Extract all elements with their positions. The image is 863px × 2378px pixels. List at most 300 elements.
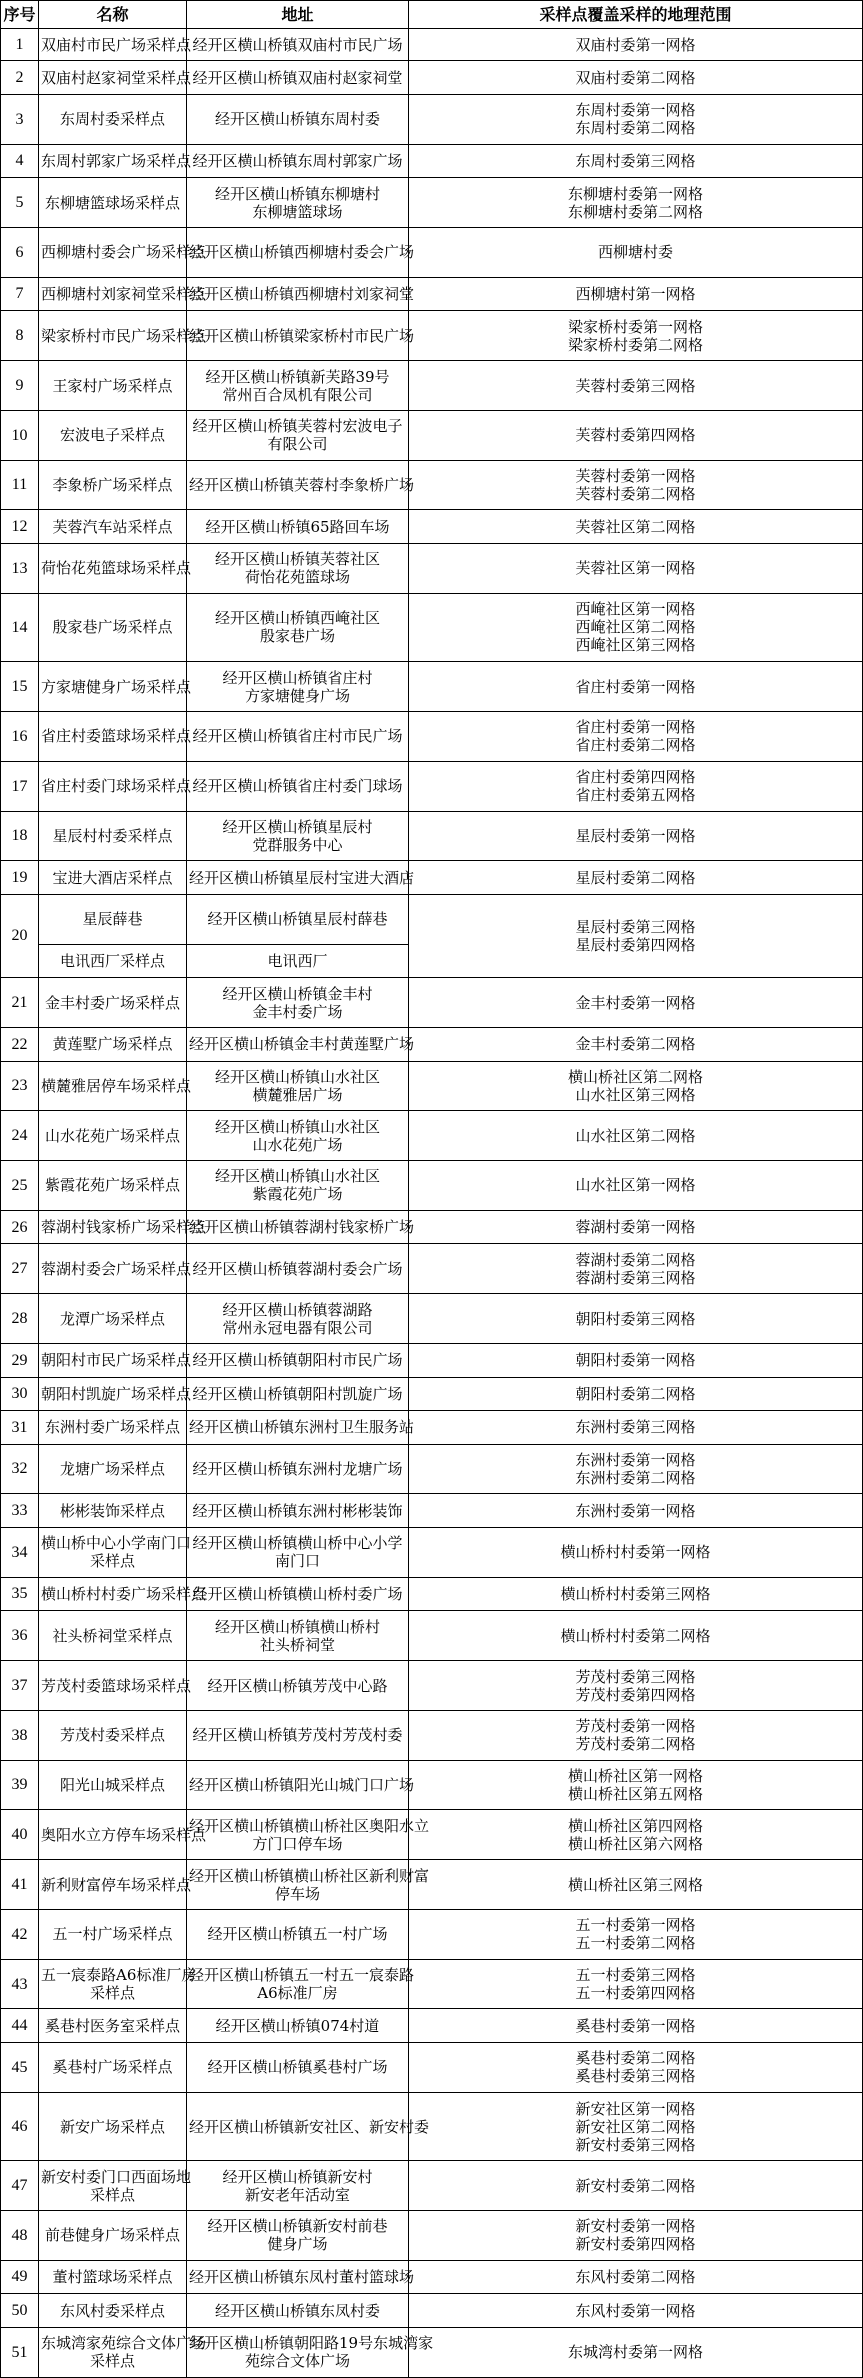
table-row: [1, 2211, 863, 2261]
cell-range-line: 横山桥社区第三网格: [567, 1875, 703, 1894]
cell-range-line: 横山桥社区第六网格: [567, 1834, 703, 1853]
cell-range-line: 东柳塘村委第二网格: [567, 202, 703, 221]
cell-name-line: 电讯西厂采样点: [59, 951, 165, 970]
cell-address-line: 方家塘健身广场: [244, 686, 350, 705]
cell-name-line: 采样点: [89, 2352, 135, 2371]
cell-name-line: 奚巷村医务室采样点: [44, 2016, 180, 2035]
cell-seq: 27: [1, 1244, 39, 1294]
cell-address: [187, 510, 409, 544]
cell-name: [39, 2092, 187, 2160]
cell-range-line: 东城湾村委第一网格: [567, 2343, 703, 2362]
cell-seq: 35: [1, 1577, 39, 1611]
cell-address-line: 经开区横山桥镇山水社区: [214, 1117, 380, 1136]
table-row: [1, 861, 863, 895]
cell-name: [39, 761, 192, 811]
cell-address-line: 经开区横山桥镇星辰村薛巷: [207, 910, 388, 929]
cell-range-line: 朝阳村委第三网格: [575, 1309, 696, 1328]
cell-range: [409, 1577, 863, 1611]
cell-address-line: 经开区横山桥镇蓉湖村委会广场: [192, 1259, 403, 1278]
cell-address: [187, 662, 409, 712]
cell-name-line: 双庙村赵家祠堂采样点: [41, 68, 192, 87]
cell-name: [39, 662, 192, 712]
cell-range-line: 东周村委第三网格: [575, 151, 696, 170]
cell-address-line: 经开区横山桥镇横山桥社区新利财富: [189, 1866, 430, 1885]
header-name: 名称: [39, 1, 187, 29]
table-row: [1, 144, 863, 178]
cell-address-line: 经开区横山桥镇芳茂中心路: [207, 1676, 388, 1695]
cell-range-line: 横山桥村村委第一网格: [560, 1543, 711, 1562]
cell-seq: 44: [1, 2009, 39, 2043]
cell-address: [187, 861, 415, 895]
cell-address-line: 荷怡花苑篮球场: [244, 568, 350, 587]
cell-range-line: 东风村委第二网格: [575, 2268, 696, 2287]
table-row: [1, 1909, 863, 1959]
table-row: [1, 510, 863, 544]
cell-range-line: 山水社区第二网格: [575, 1126, 696, 1145]
cell-range: [409, 1528, 863, 1578]
cell-name: [39, 1810, 207, 1860]
table-row: [1, 1528, 863, 1578]
table-row: [1, 811, 863, 861]
cell-seq: 20: [1, 894, 39, 977]
cell-range-line: 奚巷村委第三网格: [575, 2067, 696, 2086]
cell-name-line: 朝阳村市民广场采样点: [41, 1351, 192, 1370]
table-row: [1, 761, 863, 811]
cell-range-line: 新安村委第一网格: [575, 2217, 696, 2236]
cell-range-line: 五一村委第一网格: [575, 1916, 696, 1935]
cell-name: [39, 1027, 187, 1061]
cell-range-line: 东周村委第一网格: [575, 101, 696, 120]
cell-name-line: 横麓雅居停车场采样点: [41, 1076, 192, 1095]
cell-name-line: 横山桥中心小学南门口: [41, 1534, 192, 1553]
cell-address-line: 经开区横山桥镇阳光山城门口广场: [189, 1776, 415, 1795]
cell-range-line: 横山桥社区第一网格: [567, 1767, 703, 1786]
cell-range: [409, 277, 863, 311]
cell-name-line: 省庄村委篮球场采样点: [41, 727, 192, 746]
cell-seq: 46: [1, 2092, 39, 2160]
cell-name-line: 西柳塘村刘家祠堂采样点: [41, 285, 207, 304]
cell-address-line: 经开区横山桥镇芙蓉村宏波电子: [192, 417, 403, 436]
cell-name: [39, 178, 187, 228]
table-row: [1, 2327, 863, 2377]
cell-address-line: 山水花苑广场: [252, 1135, 343, 1154]
cell-seq: 5: [1, 178, 39, 228]
cell-range-line: 东洲村委第三网格: [575, 1418, 696, 1437]
cell-range-line: 新安村委第三网格: [575, 2135, 696, 2154]
cell-address: [187, 811, 409, 861]
cell-range: [409, 2211, 863, 2261]
cell-address-line: 经开区横山桥镇山水社区: [214, 1067, 380, 1086]
cell-name: [39, 1661, 192, 1711]
cell-name-line: 东城湾家苑综合文体广场: [41, 2334, 207, 2353]
cell-address: [187, 1860, 430, 1910]
table-row: [1, 1494, 863, 1528]
cell-address: [187, 1294, 409, 1344]
cell-range-line: 芳茂村委第二网格: [575, 1735, 696, 1754]
cell-seq: 26: [1, 1210, 39, 1244]
cell-range-line: 东风村委第一网格: [575, 2301, 696, 2320]
cell-range: [409, 2327, 863, 2377]
cell-name: [39, 2260, 187, 2294]
cell-name: [39, 1909, 187, 1959]
cell-range: [409, 144, 863, 178]
cell-name-line: 东周村郭家广场采样点: [41, 151, 192, 170]
cell-range: [409, 2161, 863, 2211]
cell-range-line: 星辰村委第四网格: [575, 936, 696, 955]
cell-seq: 1: [1, 29, 39, 61]
table-row: [1, 1111, 863, 1161]
table-row: [1, 94, 863, 144]
cell-name-line: 梁家桥村市民广场采样点: [41, 326, 207, 345]
cell-range-line: 新安村委第二网格: [575, 2176, 696, 2195]
cell-name: [39, 460, 187, 510]
cell-name-line: 蓉湖村委会广场采样点: [41, 1259, 192, 1278]
cell-range-line: 芙蓉村委第一网格: [575, 467, 696, 486]
cell-address: [187, 2092, 430, 2160]
cell-range: [409, 761, 863, 811]
cell-address-line: 经开区横山桥镇东凤村委: [214, 2301, 380, 2320]
cell-range: [409, 1760, 863, 1810]
cell-seq: 48: [1, 2211, 39, 2261]
cell-address: [187, 1909, 409, 1959]
table-row: [1, 1860, 863, 1910]
cell-address: [187, 593, 409, 661]
cell-address: [187, 1061, 409, 1111]
cell-address: [187, 1577, 409, 1611]
table-row: [1, 1411, 863, 1445]
cell-name: [39, 1494, 187, 1528]
cell-name: [39, 894, 187, 944]
cell-address-line: 紫霞花苑广场: [252, 1185, 343, 1204]
cell-address: [187, 1959, 415, 2009]
cell-range: [409, 1111, 863, 1161]
cell-address-line: 经开区横山桥镇梁家桥村市民广场: [189, 326, 415, 345]
cell-address-line: 经开区横山桥镇东凤村董村篮球场: [189, 2268, 415, 2287]
cell-name-line: 东周村委采样点: [59, 110, 165, 129]
cell-address-line: 横麓雅居广场: [252, 1085, 343, 1104]
cell-seq: 51: [1, 2327, 39, 2377]
cell-seq: 12: [1, 510, 39, 544]
cell-name-line: 东柳塘篮球场采样点: [44, 193, 180, 212]
table-row: [1, 593, 863, 661]
cell-range-line: 西崦社区第三网格: [575, 636, 696, 655]
cell-address: [187, 144, 409, 178]
cell-address-line: 东柳塘篮球场: [252, 202, 343, 221]
table-row: [1, 894, 863, 944]
cell-range-line: 东洲村委第二网格: [575, 1469, 696, 1488]
cell-name: [39, 811, 187, 861]
cell-range-line: 双庙村委第一网格: [575, 35, 696, 54]
cell-name-line: 五一宸泰路A6标准厂房: [41, 1966, 197, 1985]
cell-range-line: 省庄村委第二网格: [575, 736, 696, 755]
cell-name-line: 李象桥广场采样点: [52, 476, 173, 495]
cell-range: [409, 1661, 863, 1711]
cell-address-line: 经开区横山桥镇新芙路39号: [205, 367, 390, 386]
cell-name: [39, 978, 187, 1028]
cell-address: [187, 944, 409, 978]
cell-seq: 36: [1, 1611, 39, 1661]
cell-address: [187, 2327, 434, 2377]
cell-address: [187, 2009, 409, 2043]
cell-range: [409, 1294, 863, 1344]
cell-seq: 41: [1, 1860, 39, 1910]
cell-range-line: 芳茂村委第一网格: [575, 1717, 696, 1736]
cell-name: [39, 1444, 187, 1494]
cell-range-line: 横山桥社区第四网格: [567, 1816, 703, 1835]
cell-range: [409, 2260, 863, 2294]
cell-range: [409, 1710, 863, 1760]
cell-address-line: 经开区横山桥镇五一村广场: [207, 1925, 388, 1944]
cell-name-line: 奚巷村广场采样点: [52, 2058, 173, 2077]
cell-address: [187, 1661, 409, 1711]
cell-seq: 40: [1, 1810, 39, 1860]
cell-seq: 18: [1, 811, 39, 861]
table-row: [1, 711, 863, 761]
table-row: [1, 1294, 863, 1344]
cell-address-line: 经开区横山桥镇东洲村龙塘广场: [192, 1460, 403, 1479]
cell-name: [39, 1528, 192, 1578]
cell-name-line: 芳茂村委采样点: [59, 1726, 165, 1745]
cell-address: [187, 61, 409, 95]
cell-range: [409, 460, 863, 510]
cell-name: [39, 228, 207, 278]
cell-range-line: 朝阳村委第一网格: [575, 1351, 696, 1370]
cell-range: [409, 1959, 863, 2009]
cell-name-line: 前巷健身广场采样点: [44, 2226, 180, 2245]
cell-range: [409, 1244, 863, 1294]
cell-name: [39, 410, 187, 460]
cell-seq: 23: [1, 1061, 39, 1111]
cell-name: [39, 1161, 187, 1211]
cell-range: [409, 29, 863, 61]
cell-address: [187, 2161, 409, 2211]
cell-range: [409, 1611, 863, 1661]
table-row: [1, 2294, 863, 2328]
cell-range: [409, 361, 863, 411]
cell-range-line: 省庄村委第五网格: [575, 786, 696, 805]
cell-range-line: 芳茂村委第四网格: [575, 1685, 696, 1704]
cell-name-line: 省庄村委门球场采样点: [41, 777, 192, 796]
cell-name: [39, 277, 207, 311]
cell-name-line: 山水花苑广场采样点: [44, 1126, 180, 1145]
cell-address-line: 经开区横山桥镇五一村五一宸泰路: [189, 1966, 415, 1985]
cell-range-line: 省庄村委第一网格: [575, 677, 696, 696]
cell-address-line: 经开区横山桥镇东周村委: [214, 110, 380, 129]
cell-address-line: 经开区横山桥镇金丰村黄莲墅广场: [189, 1035, 415, 1054]
cell-address-line: 经开区横山桥镇东周村郭家广场: [192, 151, 403, 170]
cell-range-line: 东柳塘村委第一网格: [567, 184, 703, 203]
cell-range-line: 横山桥社区第二网格: [567, 1067, 703, 1086]
cell-name: [39, 861, 187, 895]
cell-name-line: 星辰薛巷: [82, 910, 143, 929]
cell-name: [39, 1343, 192, 1377]
cell-range-line: 五一村委第四网格: [575, 1984, 696, 2003]
header-seq: 序号: [1, 1, 39, 29]
cell-range-line: 蓉湖村委第一网格: [575, 1218, 696, 1237]
cell-name: [39, 1111, 187, 1161]
cell-seq: 21: [1, 978, 39, 1028]
cell-range-line: 双庙村委第二网格: [575, 68, 696, 87]
cell-address: [187, 2294, 409, 2328]
cell-address-line: 经开区横山桥镇西崦社区: [214, 609, 380, 628]
table-row: [1, 1377, 863, 1411]
cell-range: [409, 1810, 863, 1860]
cell-name: [39, 1244, 192, 1294]
cell-range-line: 芙蓉村委第四网格: [575, 426, 696, 445]
cell-seq: 15: [1, 662, 39, 712]
cell-seq: 11: [1, 460, 39, 510]
cell-address: [187, 1377, 409, 1411]
table-row: [1, 2161, 863, 2211]
cell-address: [187, 2043, 409, 2093]
cell-range-line: 山水社区第一网格: [575, 1176, 696, 1195]
cell-range-line: 省庄村委第一网格: [575, 718, 696, 737]
cell-name: [39, 2327, 207, 2377]
cell-name-line: 董村篮球场采样点: [52, 2268, 173, 2287]
header-address: 地址: [187, 1, 409, 29]
cell-range-line: 东周村委第二网格: [575, 119, 696, 138]
cell-range: [409, 94, 863, 144]
cell-address: [187, 894, 409, 944]
cell-address: [187, 1210, 415, 1244]
cell-name-line: 方家塘健身广场采样点: [41, 677, 192, 696]
cell-name: [39, 711, 192, 761]
cell-seq: 50: [1, 2294, 39, 2328]
cell-name-line: 阳光山城采样点: [59, 1776, 165, 1795]
cell-range-line: 星辰村委第三网格: [575, 918, 696, 937]
cell-range: [409, 711, 863, 761]
cell-address-line: 经开区横山桥镇西柳塘村刘家祠堂: [189, 285, 415, 304]
cell-name-line: 彬彬装饰采样点: [59, 1501, 165, 1520]
table-row: [1, 61, 863, 95]
cell-name: [39, 1294, 187, 1344]
cell-range-line: 东洲村委第一网格: [575, 1451, 696, 1470]
cell-address-line: 社头桥祠堂: [259, 1635, 335, 1654]
cell-range: [409, 1494, 863, 1528]
cell-address-line: 党群服务中心: [252, 835, 343, 854]
cell-range-line: 芙蓉村委第二网格: [575, 485, 696, 504]
cell-name: [39, 2294, 187, 2328]
cell-name: [39, 2161, 192, 2211]
table-row: [1, 2009, 863, 2043]
table-row: [1, 1343, 863, 1377]
cell-range-line: 西柳塘村委: [597, 243, 673, 262]
cell-address: [187, 1027, 415, 1061]
cell-name: [39, 61, 192, 95]
cell-address-line: 电讯西厂: [267, 951, 328, 970]
cell-address-line: 常州永冠电器有限公司: [222, 1318, 373, 1337]
cell-name: [39, 1860, 192, 1910]
table-row: [1, 1210, 863, 1244]
cell-range: [409, 61, 863, 95]
cell-name: [39, 593, 187, 661]
cell-range-line: 金丰村委第二网格: [575, 1035, 696, 1054]
table-row: [1, 1244, 863, 1294]
cell-range-line: 星辰村委第二网格: [575, 868, 696, 887]
cell-address: [187, 410, 409, 460]
cell-name-line: 奥阳水立方停车场采样点: [41, 1825, 207, 1844]
cell-address-line: 苑综合文体广场: [244, 2352, 350, 2371]
cell-seq: 7: [1, 277, 39, 311]
cell-address-line: 新安老年活动室: [244, 2185, 350, 2204]
cell-name-line: 采样点: [89, 2185, 135, 2204]
cell-address-line: 殷家巷广场: [259, 627, 335, 646]
cell-address-line: 经开区横山桥镇东洲村卫生服务站: [189, 1418, 415, 1437]
cell-range: [409, 1210, 863, 1244]
cell-name-line: 东风村委采样点: [59, 2301, 165, 2320]
cell-address-line: 经开区横山桥镇横山桥村: [214, 1617, 380, 1636]
cell-name: [39, 1760, 187, 1810]
cell-name-line: 横山桥村村委广场采样点: [41, 1585, 207, 1604]
cell-address-line: 经开区横山桥镇横山桥村委广场: [192, 1585, 403, 1604]
table-row: [1, 2043, 863, 2093]
table-row: [1, 460, 863, 510]
cell-seq: 2: [1, 61, 39, 95]
cell-range-line: 芙蓉社区第一网格: [575, 559, 696, 578]
cell-address-line: 健身广场: [267, 2235, 328, 2254]
cell-name: [39, 544, 192, 594]
table-row: [1, 2260, 863, 2294]
cell-range-line: 芳茂村委第三网格: [575, 1667, 696, 1686]
table-body: [1, 29, 863, 2378]
header-range: 采样点覆盖采样的地理范围: [409, 1, 863, 29]
cell-name-line: 西柳塘村委会广场采样点: [41, 243, 207, 262]
table-row: [1, 1661, 863, 1711]
cell-range: [409, 2009, 863, 2043]
cell-range-line: 新安社区第一网格: [575, 2099, 696, 2118]
cell-range-line: 奚巷村委第一网格: [575, 2016, 696, 2035]
cell-name: [39, 1710, 187, 1760]
cell-address-line: 经开区横山桥镇横山桥中心小学: [192, 1534, 403, 1553]
cell-address-line: 经开区横山桥镇65路回车场: [205, 517, 390, 536]
cell-address: [187, 544, 409, 594]
cell-range: [409, 178, 863, 228]
cell-seq: 14: [1, 593, 39, 661]
cell-address-line: 经开区横山桥镇东柳塘村: [214, 184, 380, 203]
cell-address-line: 南门口: [274, 1552, 320, 1571]
cell-name: [39, 144, 192, 178]
cell-range: [409, 1343, 863, 1377]
cell-name-line: 双庙村市民广场采样点: [41, 35, 192, 54]
cell-range: [409, 593, 863, 661]
table-row: [1, 178, 863, 228]
cell-seq: 22: [1, 1027, 39, 1061]
cell-name: [39, 29, 192, 61]
cell-seq: 42: [1, 1909, 39, 1959]
cell-name-line: 五一村广场采样点: [52, 1925, 173, 1944]
table-row: [1, 1710, 863, 1760]
cell-name-line: 采样点: [89, 1984, 135, 2003]
table-row: [1, 1810, 863, 1860]
cell-range-line: 芙蓉村委第三网格: [575, 376, 696, 395]
table-row: [1, 1027, 863, 1061]
cell-range: [409, 510, 863, 544]
table-row: [1, 544, 863, 594]
cell-address: [187, 1760, 415, 1810]
cell-name-line: 龙塘广场采样点: [59, 1460, 165, 1479]
cell-address: [187, 2211, 409, 2261]
table-row: [1, 1611, 863, 1661]
cell-address-line: 经开区横山桥镇蓉湖村钱家桥广场: [189, 1218, 415, 1237]
table-row: [1, 1061, 863, 1111]
cell-address-line: 经开区横山桥镇星辰村宝进大酒店: [189, 868, 415, 887]
cell-seq: 29: [1, 1343, 39, 1377]
cell-range-line: 朝阳村委第二网格: [575, 1384, 696, 1403]
cell-address: [187, 1611, 409, 1661]
table-row: [1, 1577, 863, 1611]
cell-address-line: 经开区横山桥镇蓉湖路: [222, 1300, 373, 1319]
table-row: [1, 2092, 863, 2160]
